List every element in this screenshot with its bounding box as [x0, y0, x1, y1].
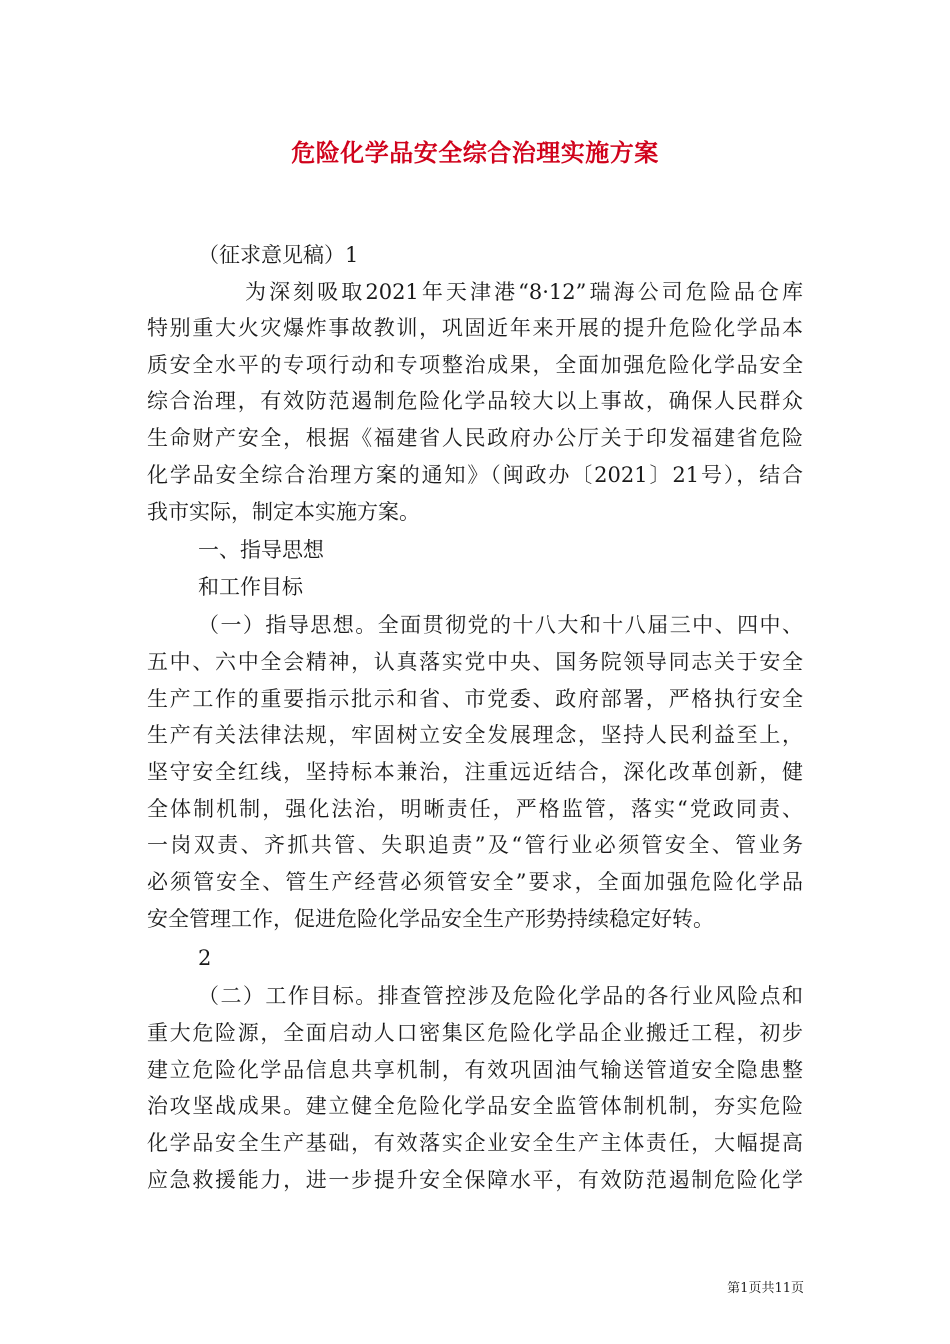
document-title: 危险化学品安全综合治理实施方案: [291, 138, 659, 167]
footnote-marker: 2: [198, 946, 212, 970]
paragraph-line: 生产工作的重要指示批示和省、市党委、政府部署，严格执行安全: [147, 687, 803, 711]
paragraph-line: 综合治理，有效防范遏制危险化学品较大以上事故，确保人民群众: [147, 389, 803, 413]
paragraph-line: 化学品安全综合治理方案的通知》（闽政办〔2021〕21号），结合: [147, 463, 803, 487]
paragraph-line: （一）指导思想。全面贯彻党的十八大和十八届三中、四中、: [198, 613, 803, 637]
section-heading: 和工作目标: [198, 575, 303, 599]
paragraph-line: 一岗双责、齐抓共管、失职追责”及“管行业必须管安全、管业务: [147, 833, 803, 857]
paragraph-line: 必须管安全、管生产经营必须管安全”要求，全面加强危险化学品: [147, 870, 803, 894]
paragraph-line: 为深刻吸取2021年天津港“8·12”瑞海公司危险品仓库: [245, 280, 803, 304]
paragraph-line: （二）工作目标。排查管控涉及危险化学品的各行业风险点和: [198, 984, 803, 1008]
paragraph-line: 应急救援能力，进一步提升安全保障水平，有效防范遏制危险化学: [147, 1168, 803, 1192]
paragraph-line: 坚守安全红线，坚持标本兼治，注重远近结合，深化改革创新，健: [147, 760, 803, 784]
paragraph-line: 治攻坚战成果。建立健全危险化学品安全监管体制机制，夯实危险: [147, 1094, 803, 1118]
paragraph-line: 化学品安全生产基础，有效落实企业安全生产主体责任，大幅提高: [147, 1131, 803, 1155]
paragraph-line: 我市实际，制定本实施方案。: [147, 500, 420, 524]
paragraph-line: 建立危险化学品信息共享机制，有效巩固油气输送管道安全隐患整: [147, 1058, 803, 1082]
section-heading: 一、指导思想: [198, 538, 324, 562]
paragraph-line: 特别重大火灾爆炸事故教训，巩固近年来开展的提升危险化学品本: [147, 316, 803, 340]
draft-note: （征求意见稿）1: [198, 243, 359, 267]
page-number: 第1页共11页: [727, 1281, 804, 1296]
paragraph-line: 全体制机制，强化法治，明晰责任，严格监管，落实“党政同责、: [147, 797, 803, 821]
paragraph-line: 安全管理工作，促进危险化学品安全生产形势持续稳定好转。: [147, 907, 714, 931]
paragraph-line: 生产有关法律法规，牢固树立安全发展理念，坚持人民利益至上，: [147, 723, 803, 747]
paragraph-line: 五中、六中全会精神，认真落实党中央、国务院领导同志关于安全: [147, 650, 803, 674]
paragraph-line: 生命财产安全，根据《福建省人民政府办公厅关于印发福建省危险: [147, 426, 803, 450]
paragraph-line: 质安全水平的专项行动和专项整治成果，全面加强危险化学品安全: [147, 353, 803, 377]
paragraph-line: 重大危险源，全面启动人口密集区危险化学品企业搬迁工程，初步: [147, 1021, 803, 1045]
